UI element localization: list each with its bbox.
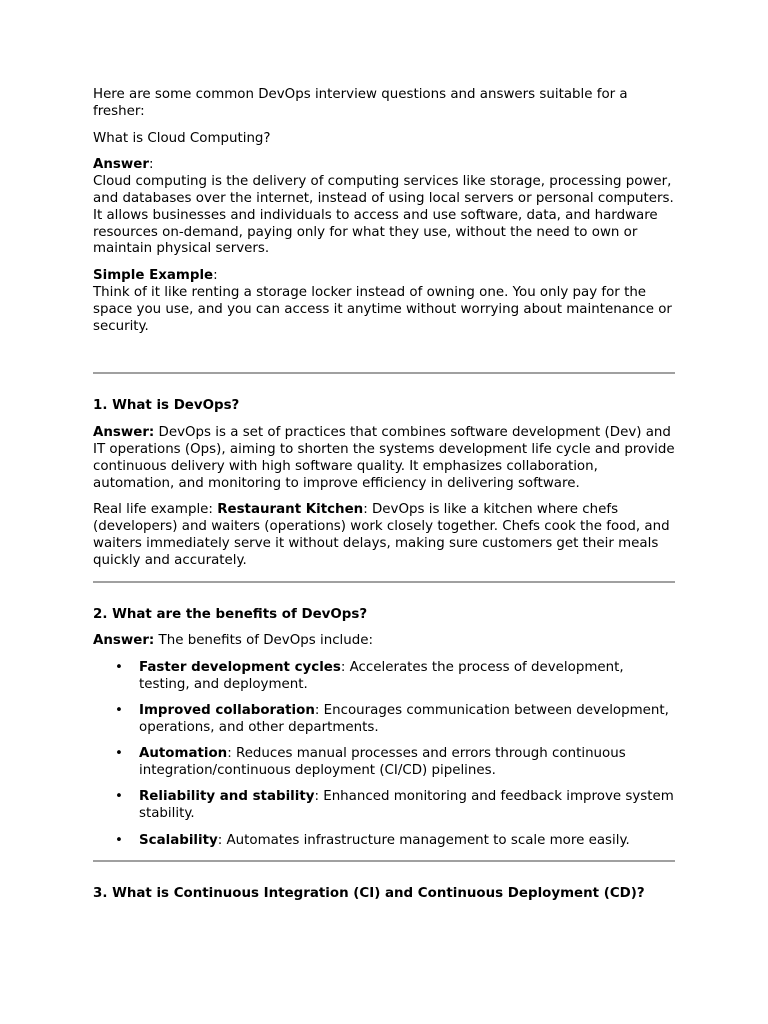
list-item-label: Automation <box>139 746 228 762</box>
list-item-text: : Automates infrastructure management to scale more easily. <box>217 832 630 848</box>
document-page <box>93 87 675 913</box>
list-item-text: : Enhanced monitoring and feedback improve system stability. <box>139 789 674 822</box>
q3-heading: 3. What is Continuous Integration (CI) and Continuous Deployment (CD)? <box>93 886 645 902</box>
list-item-label: Improved collaboration <box>139 703 315 719</box>
divider <box>93 860 675 862</box>
q1-example-label: Restaurant Kitchen <box>217 502 364 518</box>
q1-example-text: : DevOps is like a kitchen where chefs (developers) and waiters (operations) work closely together. Chefs cook the food, and waiters immediately serve it without delays, making sure customers get their meals quickly and accurately. <box>93 502 670 568</box>
divider <box>93 372 675 374</box>
q2-heading: 2. What are the benefits of DevOps? <box>93 606 368 622</box>
cloud-question: What is Cloud Computing? <box>93 130 271 146</box>
bullet-icon: • <box>115 746 123 762</box>
bullet-icon: • <box>115 789 123 805</box>
bullet-icon: • <box>115 832 123 848</box>
cloud-example-label: Simple Example <box>93 268 214 284</box>
q2-answer <box>93 633 675 650</box>
q1-example <box>93 502 675 569</box>
intro-text: Here are some common DevOps interview questions and answers suitable for a fresher: <box>93 87 628 119</box>
q1-answer <box>93 425 675 492</box>
list-item-label: Reliability and stability <box>139 789 315 805</box>
list-item-label: Faster development cycles <box>139 660 341 676</box>
q1-example-prefix: Real life example: <box>93 502 218 518</box>
list-item <box>93 660 675 694</box>
cloud-answer-label-line: Answer: <box>93 157 154 173</box>
q1-answer-text: DevOps is a set of practices that combines software development (Dev) and IT operations (Ops), aiming to shorten the systems development life cycle and provide continuous delivery with high software quality. It emphasizes collaboration, automation, and monitoring to improve efficiency in delivering software. <box>93 425 675 491</box>
divider <box>93 581 675 583</box>
list-item <box>93 703 675 737</box>
q2-answer-label: Answer: <box>93 633 155 649</box>
list-item <box>93 746 675 780</box>
cloud-answer-text: Cloud computing is the delivery of computing services like storage, processing power, and databases over the internet, instead of using local servers or personal computers. It allows businesses and individuals to access and use software, data, and hardware resources on-demand, paying only for what they use, without the need to own or maintain physical servers. <box>93 174 674 257</box>
list-item <box>93 833 675 850</box>
bullet-icon: • <box>115 660 123 676</box>
cloud-example-text: Think of it like renting a storage locker instead of owning one. You only pay for the space you use, and you can access it anytime without worrying about maintenance or security. <box>93 284 672 334</box>
q2-answer-text: The benefits of DevOps include: <box>154 633 374 649</box>
bullet-icon: • <box>115 703 123 719</box>
cloud-example-label-line: Simple Example: <box>93 268 218 284</box>
q1-answer-label: Answer: <box>93 425 155 441</box>
q1-heading: 1. What is DevOps? <box>93 398 240 414</box>
benefits-list <box>93 660 675 849</box>
list-item-text: : Accelerates the process of development, testing, and deployment. <box>139 660 624 692</box>
cloud-answer-label: Answer <box>93 157 149 173</box>
list-item <box>93 789 675 823</box>
list-item-text: : Reduces manual processes and errors through continuous integration/continuous deployment (CI/CD) pipelines. <box>139 746 626 779</box>
list-item-text: : Encourages communication between development, operations, and other departments. <box>139 703 669 736</box>
list-item-label: Scalability <box>139 832 218 848</box>
